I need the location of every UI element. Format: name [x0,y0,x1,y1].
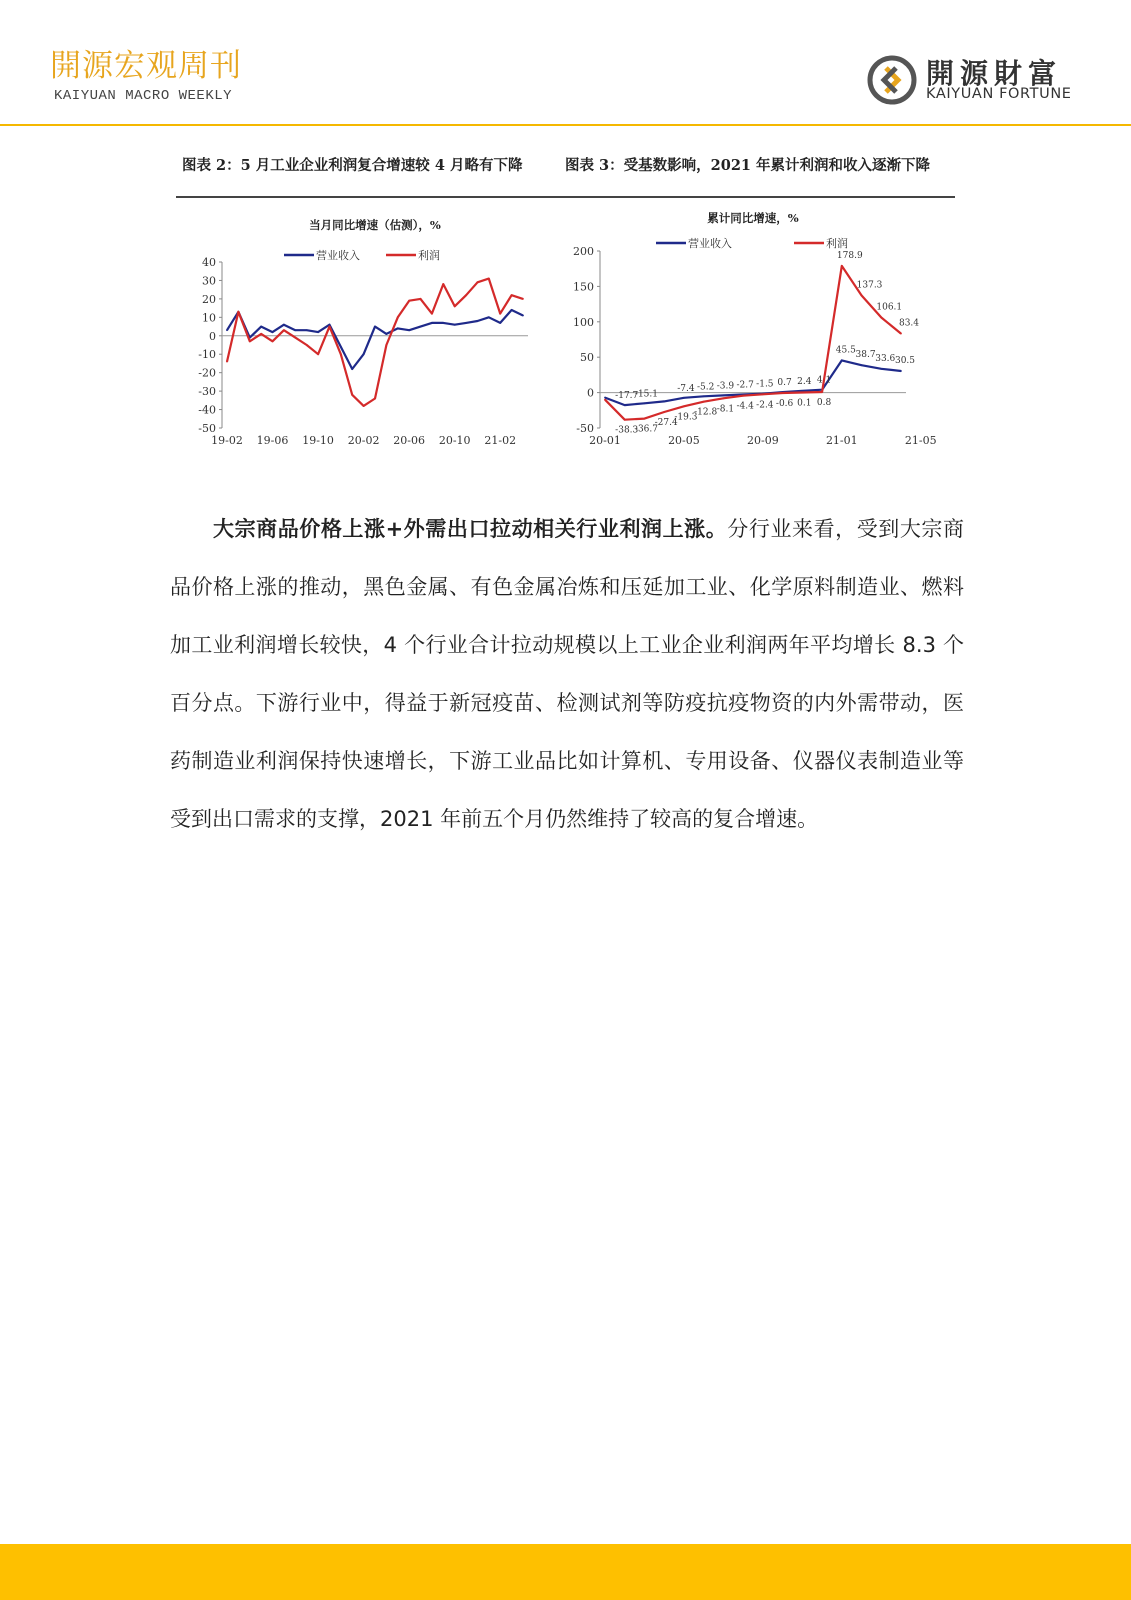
data-label: 137.3 [856,280,883,291]
x-tick-label: 21-05 [904,434,937,447]
data-label: -15.1 [634,389,659,400]
logo-chinese-name: 開源財富 [926,57,1063,90]
report-subtitle: KAIYUAN MACRO WEEKLY [54,88,233,104]
y-tick-label: 50 [580,351,594,365]
data-point-1 [465,294,467,296]
data-point-0 [374,326,376,328]
x-tick-label: 20-10 [438,434,471,447]
data-label: -4.4 [736,401,754,412]
data-label: -27.4 [654,417,678,428]
data-point-0 [340,346,342,348]
data-point-0 [841,359,843,361]
y-tick-label: 200 [573,245,594,258]
data-point-1 [454,305,456,307]
cumulative-growth-chart [566,205,946,465]
data-point-1 [431,313,433,315]
data-point-1 [260,333,262,335]
data-point-1 [861,294,863,296]
x-tick-label: 21-01 [825,434,858,447]
legend-label-1: 利润 [418,249,440,262]
data-point-1 [385,344,387,346]
data-label: 83.4 [898,318,920,329]
data-point-0 [408,329,410,331]
y-tick-label: 20 [202,292,216,306]
data-point-1 [488,278,490,280]
data-point-0 [663,401,665,403]
data-point-0 [442,322,444,324]
x-tick-label: 20-06 [393,434,426,447]
data-point-0 [397,328,399,330]
x-tick-label: 19-10 [302,434,334,447]
data-point-0 [317,331,319,333]
data-label: -3.9 [716,381,735,392]
x-tick-label: 20-02 [347,434,380,447]
data-label: -17.7 [615,391,639,402]
y-tick-label: 100 [573,315,594,329]
data-point-0 [385,333,387,335]
data-label: -2.7 [736,380,754,391]
data-point-0 [861,364,863,366]
data-point-1 [683,405,685,407]
data-label: -7.4 [677,383,695,394]
data-point-0 [272,331,274,333]
y-tick-label: 40 [202,256,216,269]
data-point-0 [624,404,626,406]
data-point-1 [522,298,524,300]
series-line-1 [227,279,523,406]
data-point-0 [294,329,296,331]
data-point-1 [283,329,285,331]
data-point-0 [723,394,725,396]
figure3-caption: 图表 3：受基数影响，2021 年累计利润和收入逐渐下降 [565,157,931,174]
data-point-1 [821,391,823,393]
y-tick-label: 150 [573,280,594,294]
paragraph-text: 分行业来看，受到大宗商品价格上涨的推动，黑色金属、有色金属冶炼和压延加工业、化学原料制造业、燃料加工业利润增长较快，4 个行业合计拉动规模以上工业企业利润两年平均增长 8.3 个百分点。下游行业中，得益于新冠疫苗、检测试剂等防疫抗疫物资的内外需带动，医药制造业利润保持快速增长，下游工业品比如计算机、专用设备、仪器仪表制造业等受到出口需求的支撑，2021 年前五个月仍然维持了较高的复合增速。 [170,517,965,831]
data-point-0 [260,326,262,328]
data-point-1 [624,419,626,421]
data-point-0 [522,315,524,317]
y-tick-label: -10 [198,348,216,362]
kaiyuan-logo-icon [866,54,918,106]
data-point-1 [511,294,513,296]
data-point-0 [488,316,490,318]
data-label: 106.1 [876,302,903,313]
data-label: -12.8 [694,407,718,418]
data-point-0 [465,322,467,324]
data-point-1 [340,353,342,355]
y-tick-label: 0 [209,329,216,343]
data-point-0 [683,397,685,399]
data-label: 0.1 [797,398,812,409]
data-label: -36.7 [634,424,659,435]
y-tick-label: -30 [198,385,216,399]
y-tick-label: -20 [198,366,216,380]
data-label: 2.4 [797,376,812,387]
data-point-0 [454,324,456,326]
logo-english-name: KAIYUAN FORTUNE [926,86,1072,102]
data-point-0 [900,370,902,372]
data-point-0 [703,395,705,397]
data-point-0 [477,320,479,322]
data-point-1 [351,394,353,396]
data-label: 45.5 [835,345,856,356]
data-point-0 [329,324,331,326]
data-label: -19.3 [674,412,698,423]
y-tick-label: 0 [587,386,594,400]
x-tick-label: 20-01 [589,434,621,447]
data-point-1 [329,326,331,328]
data-label: 30.5 [894,356,916,367]
y-tick-label: -50 [576,422,594,435]
footer-bar [0,1544,1131,1600]
data-point-0 [880,368,882,370]
data-point-1 [703,401,705,403]
legend-label-0: 营业收入 [688,237,732,250]
data-label: -8.1 [716,404,735,415]
data-point-1 [272,340,274,342]
data-point-1 [294,337,296,339]
data-point-1 [499,313,501,315]
data-label: 4.1 [816,375,832,386]
data-point-1 [249,340,251,342]
data-point-1 [663,411,665,413]
body-paragraph [170,500,964,848]
data-point-1 [408,300,410,302]
caption-divider [176,196,955,198]
paragraph-lead: 大宗商品价格上涨+外需出口拉动相关行业利润上涨。 [213,517,728,541]
monthly-growth-chart [176,205,546,465]
data-label: 38.7 [855,350,876,361]
data-point-0 [226,329,228,331]
y-tick-label: -40 [198,403,216,417]
data-label: -1.5 [756,379,774,390]
y-tick-label: 30 [202,274,216,288]
data-point-0 [351,368,353,370]
data-label: -38.3 [615,425,639,436]
data-label: 33.6 [875,353,896,364]
figure2-caption: 图表 2：5 月工业企业利润复合增速较 4 月略有下降 [182,157,523,174]
data-point-1 [442,283,444,285]
x-tick-label: 19-02 [211,434,243,447]
data-point-0 [306,329,308,331]
header-divider [0,124,1131,126]
data-label: 178.9 [836,250,863,261]
chart-title: 累计同比增速，% [707,211,799,225]
data-point-1 [374,398,376,400]
data-point-1 [397,316,399,318]
legend-label-1: 利润 [826,237,848,250]
data-point-1 [477,281,479,283]
data-point-1 [363,405,365,407]
data-point-0 [644,402,646,404]
x-tick-label: 19-06 [256,434,289,447]
data-point-1 [742,395,744,397]
data-point-1 [762,393,764,395]
data-label: -2.4 [756,400,774,411]
data-point-1 [317,353,319,355]
data-point-1 [226,361,228,363]
data-point-0 [604,397,606,399]
data-point-1 [306,344,308,346]
legend-label-0: 营业收入 [316,249,360,262]
data-point-0 [499,322,501,324]
data-point-1 [841,265,843,267]
data-label: -5.2 [696,382,715,393]
data-point-1 [801,392,803,394]
chart-title: 当月同比增速（估测），% [309,218,441,232]
data-point-1 [782,392,784,394]
data-label: 0.8 [816,398,832,409]
x-tick-label: 20-05 [668,434,700,447]
data-point-1 [723,397,725,399]
data-label: 0.7 [777,378,792,389]
data-point-1 [900,333,902,335]
data-point-0 [420,326,422,328]
data-point-0 [511,309,513,311]
data-point-0 [283,324,285,326]
x-tick-label: 20-09 [747,434,779,447]
data-label: -0.6 [775,399,794,410]
data-point-1 [420,298,422,300]
data-point-1 [880,317,882,319]
data-point-0 [431,322,433,324]
data-point-0 [363,353,365,355]
data-point-1 [644,418,646,420]
x-tick-label: 21-02 [484,434,517,447]
report-title: 開源宏观周刊 [50,48,242,84]
data-point-1 [237,311,239,313]
y-tick-label: 10 [202,311,216,325]
data-point-1 [604,399,606,401]
y-tick-label: -50 [198,422,216,435]
